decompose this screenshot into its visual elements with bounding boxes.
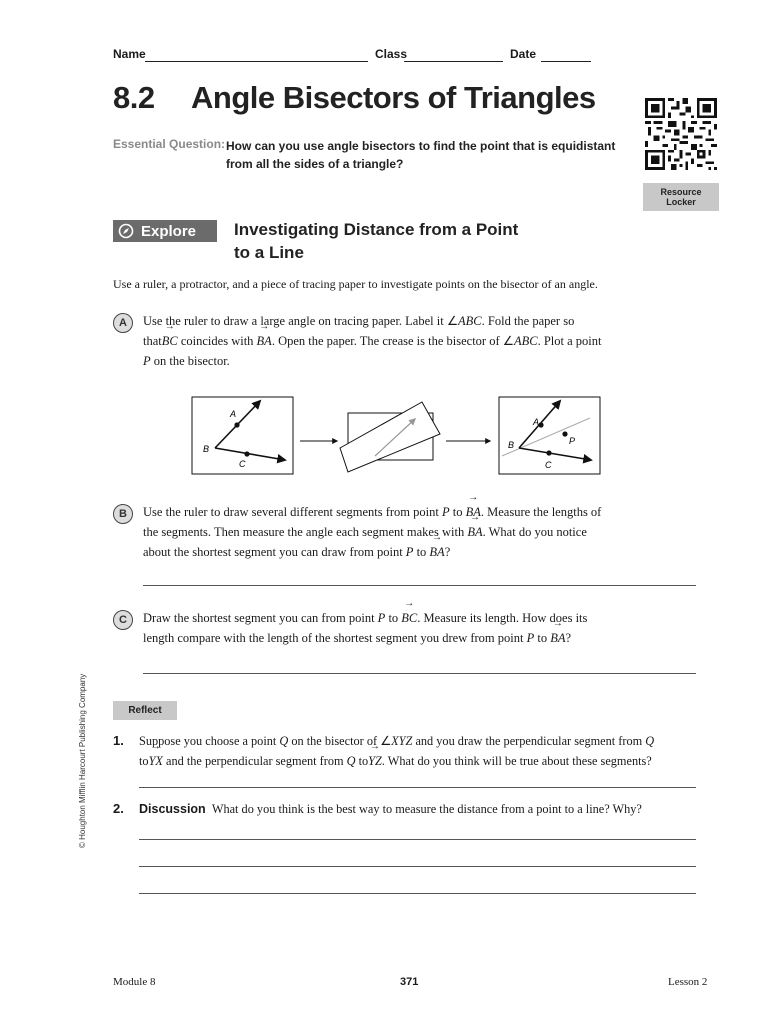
discussion-label: Discussion — [139, 802, 206, 816]
essential-question-label: Essential Question: — [113, 137, 226, 151]
step-b-marker: B — [113, 504, 133, 524]
date-field[interactable] — [541, 61, 591, 62]
page-title — [113, 80, 596, 116]
point-label: A — [533, 417, 540, 427]
explore-label: Explore — [141, 222, 197, 240]
bisector-figure — [499, 397, 600, 474]
footer-module: Module 8 — [113, 976, 156, 988]
lesson-number: 8.2 — [113, 80, 155, 115]
folded-paper-figure — [340, 402, 440, 472]
page-number: 371 — [400, 976, 419, 988]
question-2-prompt: What do you think is the best way to measure the distance from a point to a line? Why? — [211, 802, 642, 816]
step-a-line: P on the bisector. — [143, 354, 230, 368]
step-c-line: Draw the shortest segment you can from point P to → BC. Measure its length. How does its — [143, 608, 663, 628]
question-number: 2. — [113, 801, 124, 816]
essential-question-line: from all the sides of a triangle? — [226, 157, 404, 171]
explore-intro: Use a ruler, a protractor, and a piece of tracing paper to investigate points on the bisector of an angle. — [113, 277, 598, 291]
step-b-line: Use the ruler to draw several different segments from point P to → BA. Measure the lengths of — [143, 502, 663, 522]
resource-locker-button[interactable] — [643, 183, 719, 211]
point-label: B — [203, 444, 210, 454]
step-b-line: about the shortest segment you can draw from point P to → BA? — [143, 542, 663, 562]
footer-lesson: Lesson 2 — [668, 976, 708, 988]
reflect-label: Reflect — [113, 701, 177, 720]
qr-code-icon[interactable] — [645, 98, 717, 170]
explore-title-line: to a Line — [234, 243, 304, 262]
angle-abc-figure — [192, 397, 293, 474]
question-number: 1. — [113, 733, 124, 748]
question-2-text — [139, 799, 709, 819]
step-b-text — [143, 502, 663, 562]
class-label: Class — [375, 47, 408, 61]
angle-bisector-diagram — [190, 396, 602, 476]
answer-line[interactable] — [143, 585, 696, 586]
question-1-line: Suppose you choose a point Q on the bisector of ∠XYZ and you draw the perpendicular segment from Q — [139, 734, 655, 748]
question-1-line: to→ YX and the perpendicular segment from Q to→ YZ. What do you think will be true about these segments? — [139, 751, 709, 771]
lesson-title: Angle Bisectors of Triangles — [191, 80, 596, 115]
name-label: Name — [113, 47, 146, 61]
name-field[interactable] — [145, 61, 368, 62]
copyright-credit: © Houghton Mifflin Harcourt Publishing Company — [78, 673, 87, 848]
point-label: P — [569, 436, 576, 446]
point-label: A — [230, 409, 237, 419]
answer-line[interactable] — [139, 787, 696, 788]
resource-locker-label: Locker — [666, 197, 696, 207]
explore-badge — [113, 220, 217, 242]
step-b-line: the segments. Then measure the angle each segment makes with → BA. What do you notice — [143, 522, 663, 542]
compass-icon — [118, 223, 134, 239]
point-label: C — [545, 460, 552, 470]
answer-line[interactable] — [139, 839, 696, 840]
step-a-marker: A — [113, 313, 133, 333]
step-c-line: length compare with the length of the shortest segment you drew from point P to → BA? — [143, 628, 663, 648]
answer-line[interactable] — [139, 866, 696, 867]
answer-line[interactable] — [143, 673, 696, 674]
answer-line[interactable] — [139, 893, 696, 894]
explore-title-line: Investigating Distance from a Point — [234, 220, 519, 239]
step-a-line: that→ BC coincides with → BA. Open the paper. The crease is the bisector of ∠ABC. Plot a point — [143, 331, 643, 351]
point-label: B — [508, 440, 515, 450]
explore-title — [234, 218, 594, 264]
essential-question-text — [226, 137, 616, 173]
step-c-text — [143, 608, 663, 648]
step-a-line: Use the ruler to draw a large angle on tracing paper. Label it ∠ABC. Fold the paper so — [143, 314, 575, 328]
step-c-marker: C — [113, 610, 133, 630]
class-field[interactable] — [404, 61, 503, 62]
point-label: C — [239, 459, 246, 469]
step-a-text — [143, 311, 643, 371]
essential-question-line: How can you use angle bisectors to find the point that is equidistant — [226, 139, 616, 153]
resource-locker-label: Resource — [660, 187, 702, 197]
question-1-text — [139, 731, 709, 771]
date-label: Date — [510, 47, 537, 61]
